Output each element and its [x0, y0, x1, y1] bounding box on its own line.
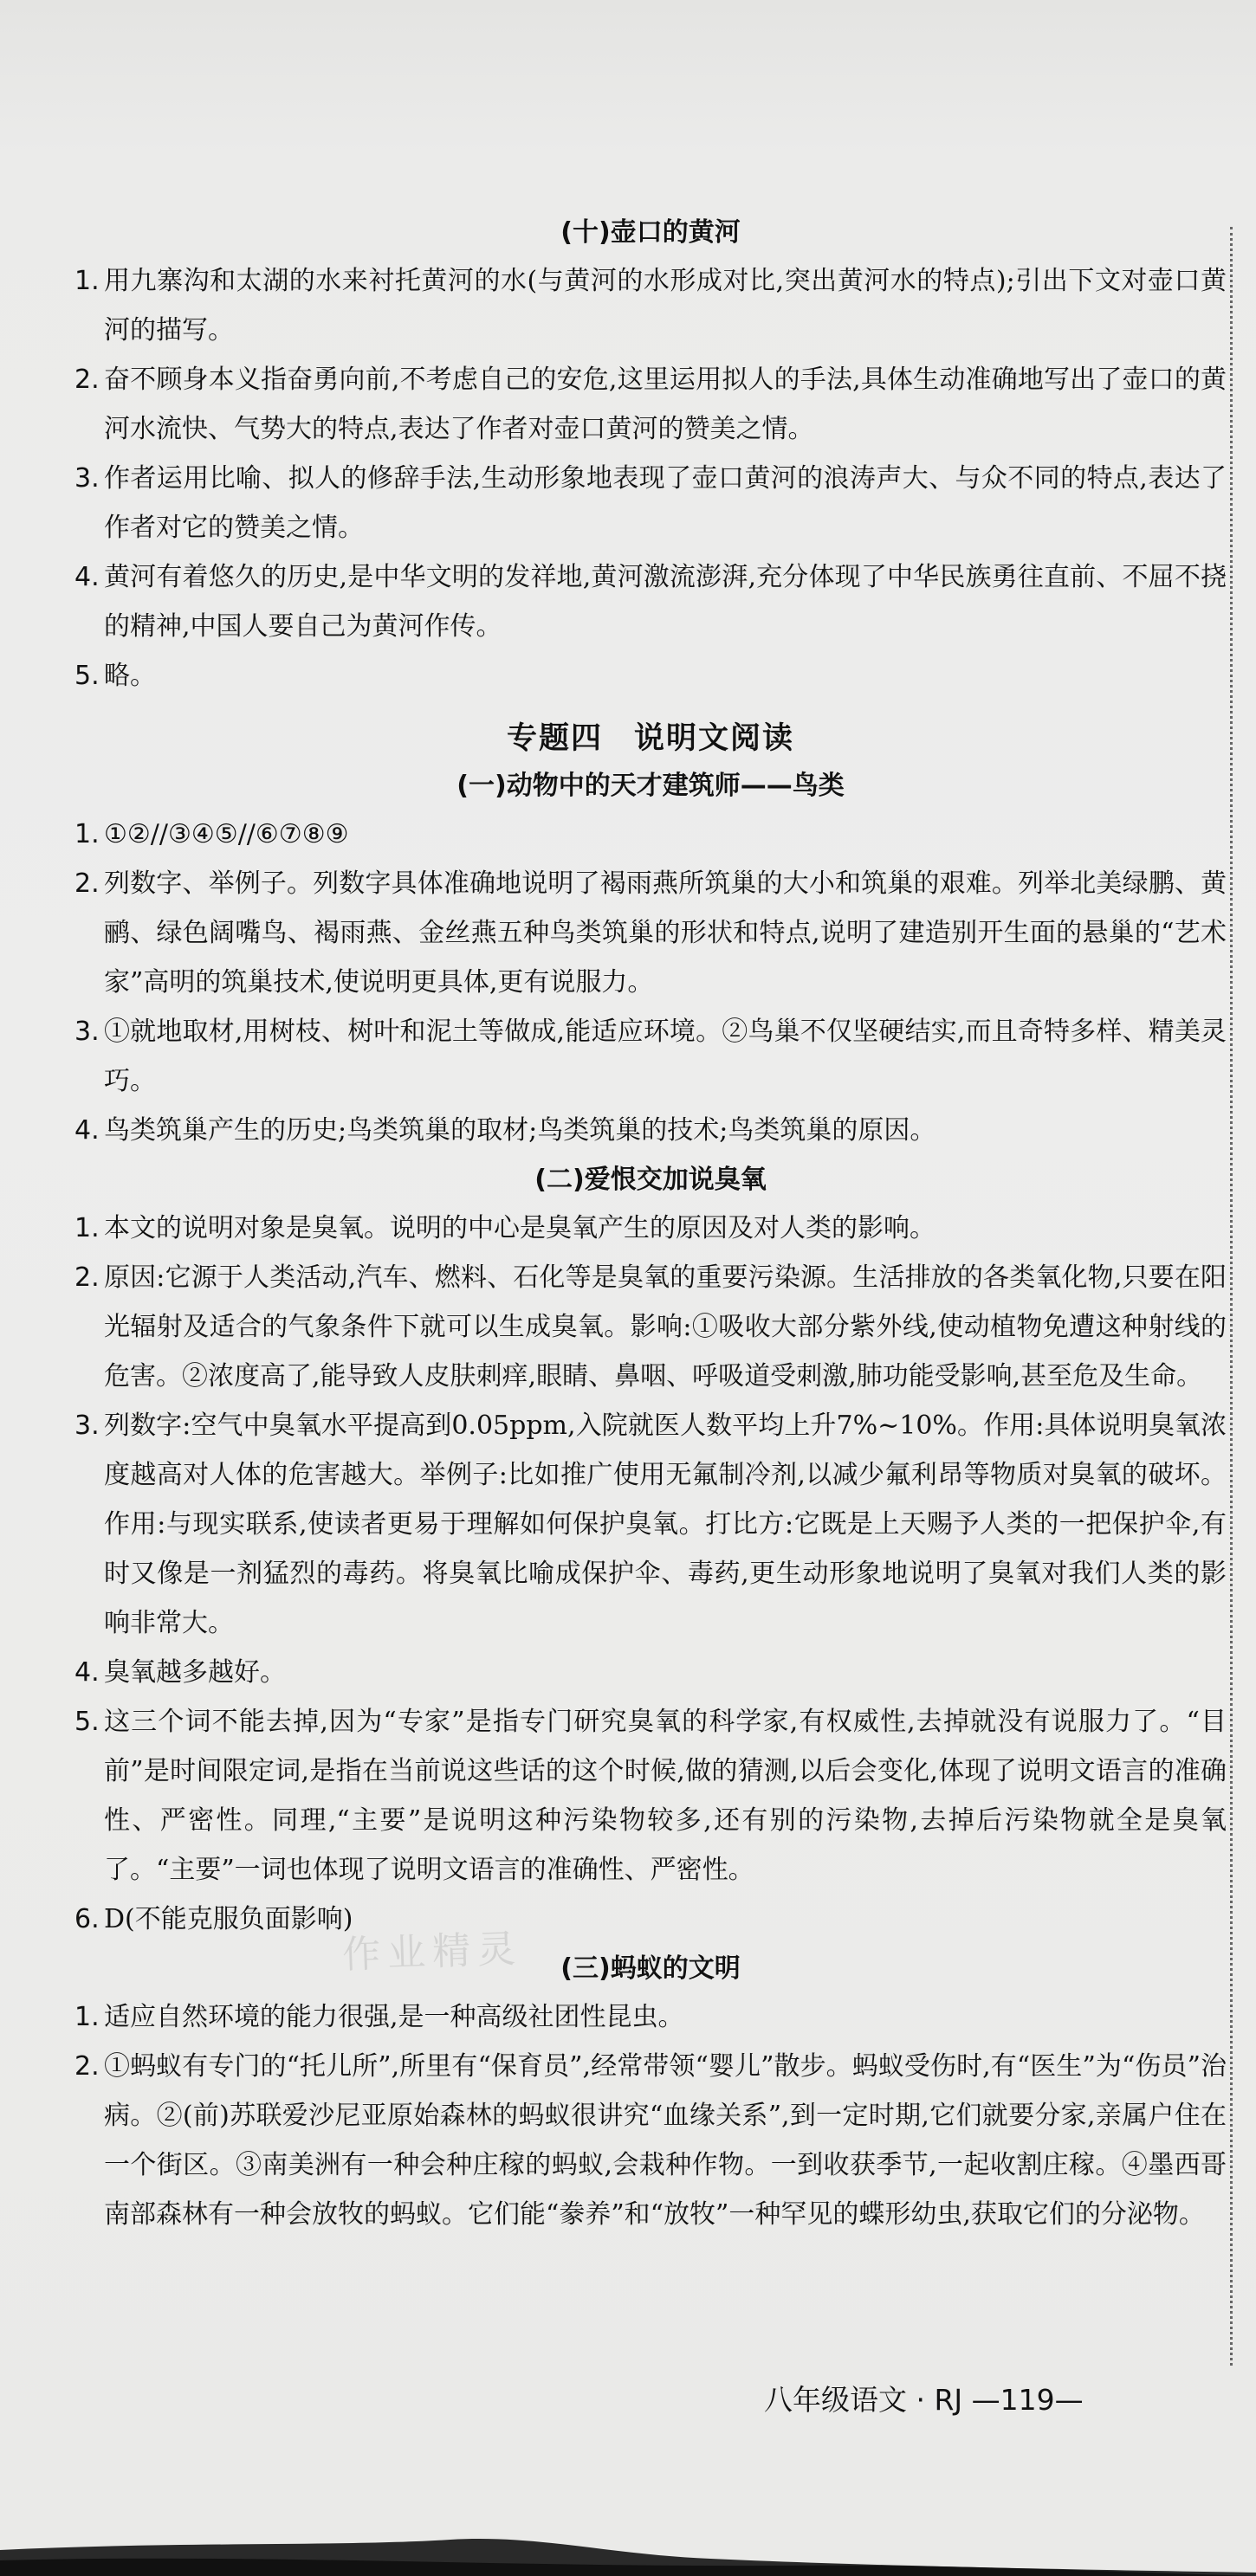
answer-number: 1. [74, 266, 100, 296]
answer-number: 1. [74, 1213, 100, 1243]
answer-text: 鸟类筑巢产生的历史;鸟类筑巢的取材;鸟类筑巢的技术;鸟类筑巢的原因。 [104, 1115, 936, 1146]
answer-text: 作者运用比喻、拟人的修辞手法,生动形象地表现了壶口黄河的浪涛声大、与众不同的特点,表达了作者对它的赞美之情。 [104, 463, 1227, 543]
answer-item [74, 1895, 1227, 1944]
answer-text: 这三个词不能去掉,因为“专家”是指专门研究臭氧的科学家,有权威性,去掉就没有说服力了。“目前”是时间限定词,是指在当前说这些话的这个时候,做的猜测,以后会变化,体现了说明文语言的准确性、严密性。同理,“主要”是说明这种污染物较多,还有别的污染物,去掉后污染物就全是臭氧了。“主要”一词也体现了说明文语言的准确性、严密性。 [104, 1707, 1227, 1885]
answer-number: 2. [74, 2051, 100, 2082]
answer-item [74, 1204, 1227, 1253]
answer-item [74, 1697, 1227, 1895]
answer-text: 适应自然环境的能力很强,是一种高级社团性昆虫。 [104, 2002, 684, 2032]
answer-text: 黄河有着悠久的历史,是中华文明的发祥地,黄河激流澎湃,充分体现了中华民族勇往直前、不屈不挠的精神,中国人要自己为黄河作传。 [104, 562, 1227, 642]
answer-item [74, 256, 1227, 355]
answer-item [74, 810, 1227, 859]
topic-label: 专题四 [506, 721, 603, 756]
answer-item [74, 1401, 1227, 1648]
answer-item [74, 552, 1227, 651]
answer-number: 2. [74, 365, 100, 395]
answer-text: 奋不顾身本义指奋勇向前,不考虑自己的安危,这里运用拟人的手法,具体生动准确地写出了壶口的黄河水流快、气势大的特点,表达了作者对壶口黄河的赞美之情。 [104, 365, 1227, 444]
answer-content [74, 208, 1227, 2239]
section-title: (十)壶口的黄河 [560, 217, 741, 248]
answer-item [74, 454, 1227, 552]
answer-number: 5. [74, 661, 100, 691]
answer-item [74, 1992, 1227, 2042]
answer-text: ①就地取材,用树枝、树叶和泥土等做成,能适应环境。②鸟巢不仅坚硬结实,而且奇特多样、精美灵巧。 [104, 1017, 1227, 1096]
answer-item [74, 859, 1227, 1007]
answer-text: 本文的说明对象是臭氧。说明的中心是臭氧产生的原因及对人类的影响。 [104, 1213, 936, 1243]
answer-number: 1. [74, 2002, 100, 2032]
answer-item [74, 2042, 1227, 2239]
answer-number: 4. [74, 1115, 100, 1146]
answer-number: 3. [74, 1017, 100, 1047]
answer-number: 3. [74, 463, 100, 494]
answer-number: 4. [74, 562, 100, 592]
answer-text: 用九寨沟和太湖的水来衬托黄河的水(与黄河的水形成对比,突出黄河水的特点);引出下文对壶口黄河的描写。 [104, 266, 1227, 345]
answer-text: 原因:它源于人类活动,汽车、燃料、石化等是臭氧的重要污染源。生活排放的各类氧化物,只要在阳光辐射及适合的气象条件下就可以生成臭氧。影响:①吸收大部分紫外线,使动植物免遭这种射线的危害。②浓度高了,能导致人皮肤刺痒,眼睛、鼻咽、呼吸道受刺激,肺功能受影响,甚至危及生命。 [104, 1262, 1227, 1391]
answer-text: ①蚂蚁有专门的“托儿所”,所里有“保育员”,经常带领“婴儿”散步。蚂蚁受伤时,有“医生”为“伤员”治病。②(前)苏联爱沙尼亚原始森林的蚂蚁很讲究“血缘关系”,到一定时期,它们就要分家,亲属户住在一个街区。③南美洲有一种会种庄稼的蚂蚁,会栽种作物。一到收获季节,一起收割庄稼。④墨西哥南部森林有一种会放牧的蚂蚁。它们能“豢养”和“放牧”一种罕见的蝶形幼虫,获取它们的分泌物。 [104, 2051, 1227, 2230]
answer-number: 2. [74, 1262, 100, 1293]
answer-item [74, 355, 1227, 454]
bottom-scan-shadow [0, 2515, 1256, 2576]
page-footer: 八年级语文 · RJ —119— [764, 2383, 1084, 2417]
section-title: (三)蚂蚁的文明 [560, 1953, 741, 1984]
answer-number: 2. [74, 868, 100, 899]
answer-number: 3. [74, 1411, 100, 1441]
answer-item [74, 1007, 1227, 1106]
answer-number: 4. [74, 1657, 100, 1688]
answer-number: 1. [74, 819, 100, 849]
topic-name: 说明文阅读 [634, 721, 795, 756]
answer-text: 列数字:空气中臭氧水平提高到0.05ppm,入院就医人数平均上升7%~10%。作用:具体说明臭氧浓度越高对人体的危害越大。举例子:比如推广使用无氟制冷剂,以减少氟利昂等物质对臭氧的破坏。作用:与现实联系,使读者更易于理解如何保护臭氧。打比方:它既是上天赐予人类的一把保护伞,有时又像是一剂猛烈的毒药。将臭氧比喻成保护伞、毒药,更生动形象地说明了臭氧对我们人类的影响非常大。 [104, 1411, 1227, 1638]
answer-item [74, 651, 1227, 700]
answer-text: 臭氧越多越好。 [104, 1657, 286, 1688]
answer-text: D(不能克服负面影响) [104, 1904, 353, 1934]
answer-text: 略。 [104, 661, 156, 691]
answer-number: 6. [74, 1904, 100, 1934]
answer-item [74, 1648, 1227, 1697]
answer-number: 5. [74, 1707, 100, 1737]
topic-heading [74, 716, 1227, 761]
answer-item [74, 1253, 1227, 1401]
section-title: (一)动物中的天才建筑师——鸟类 [456, 771, 845, 801]
dotted-cut-line [1230, 227, 1233, 2366]
answer-item [74, 1106, 1227, 1155]
answer-text: 列数字、举例子。列数字具体准确地说明了褐雨燕所筑巢的大小和筑巢的艰难。列举北美绿鹏、黄鹂、绿色阔嘴鸟、褐雨燕、金丝燕五种鸟类筑巢的形状和特点,说明了建造别开生面的悬巢的“艺术家”高明的筑巢技术,使说明更具体,更有说服力。 [104, 868, 1227, 997]
section-title: (二)爱恨交加说臭氧 [534, 1165, 767, 1195]
watermark: 作业精灵 [341, 1927, 523, 1978]
answer-text: ①②//③④⑤//⑥⑦⑧⑨ [104, 819, 349, 849]
